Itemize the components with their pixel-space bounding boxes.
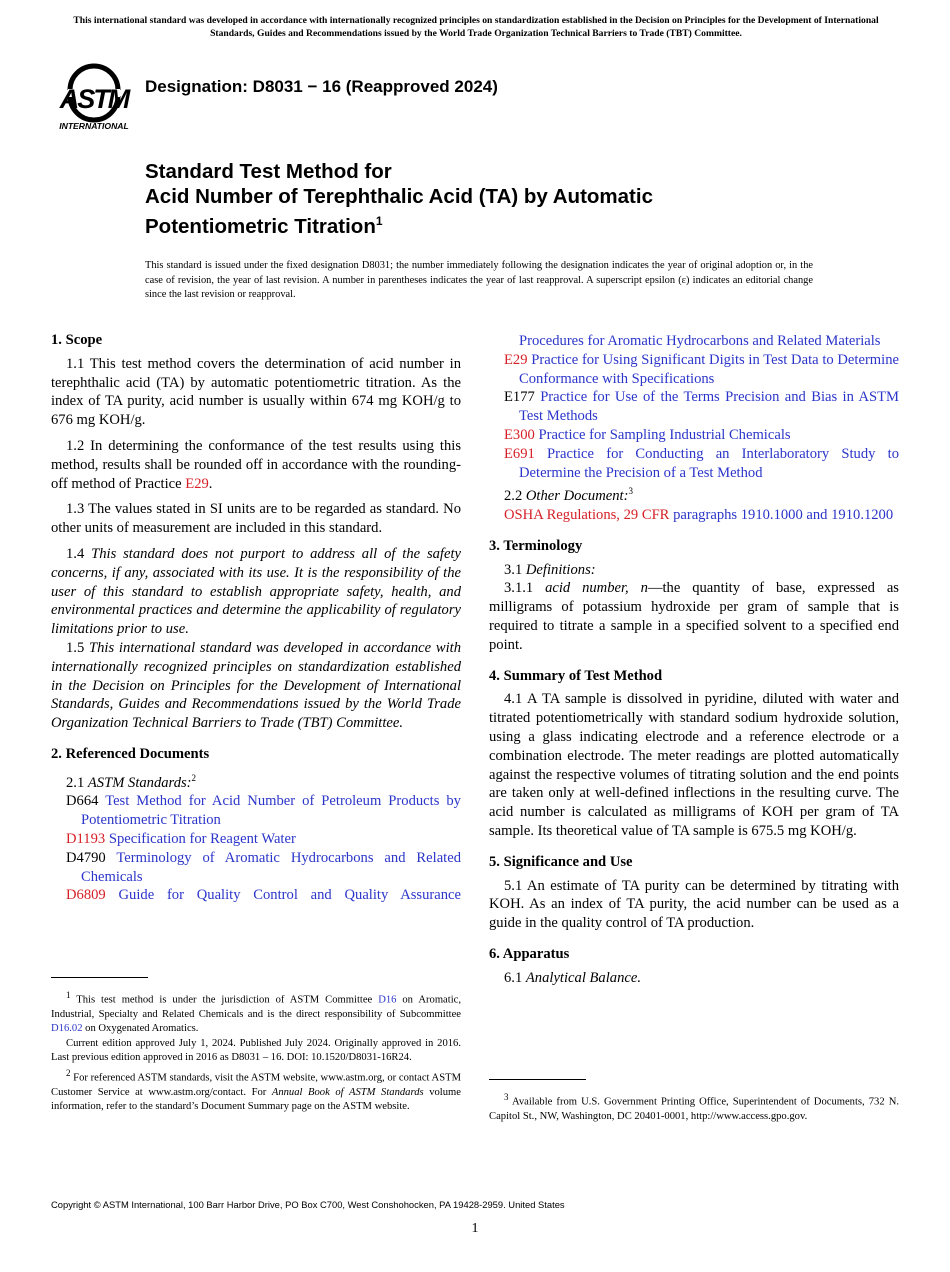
reference-link[interactable]: Practice for Use of the Terms Precision and Bias in ASTM Test Methods bbox=[519, 389, 899, 425]
top-notice: This international standard was developed in accordance with internationally recognized principles on standardization established in the Decision on Principles for the Development of International Standards, Guides and Recommendations issued by the World Trade Organization Technical Barriers to Trade (TBT) Committee. bbox=[73, 15, 879, 39]
reference-d664: D664 Test Method for Acid Number of Petroleum Products by Potentiometric Titration bbox=[66, 793, 461, 829]
link-d16-02[interactable]: D16.02 bbox=[51, 1023, 83, 1035]
title-line-2: Acid Number of Terephthalic Acid (TA) by Automatic bbox=[145, 185, 653, 208]
section-heading-summary: 4. Summary of Test Method bbox=[489, 667, 663, 684]
astm-logo bbox=[54, 56, 134, 132]
page-number: 1 bbox=[471, 1221, 479, 1236]
right-column bbox=[489, 332, 899, 988]
reference-osha: OSHA Regulations, 29 CFR paragraphs 1910.1000 and 1910.1200 bbox=[504, 507, 894, 524]
subheading-other-document: 2.2 Other Document:$^3$ bbox=[504, 486, 633, 505]
reference-link[interactable]: Practice for Using Significant Digits in Test Data to Determine Conformance with Specifications bbox=[519, 351, 899, 387]
paragraph-1-1: 1.1 This test method covers the determination of acid number in terephthalic acid (TA) by automatic potentiometric titration. As the index of TA purity, acid number is usually within 674 mg KOH/g to 676 mg KOH/g. bbox=[51, 355, 461, 429]
definition-acid-number: 3.1.1 acid number, n—the quantity of base, expressed as milligrams of potassium hydroxide per gram of sample that is required to titrate a sample in a specified solvent to a specified end point. bbox=[489, 580, 899, 653]
paragraph-1-5: 1.5 This international standard was developed in accordance with internationally recognized principles on standardization established in the Decision on Principles for the Development of International Standards, Guides and Recommendations issued by the World Trade Organization Technical Barriers to Trade (TBT) Committee. bbox=[51, 639, 462, 732]
paragraph-1-4: 1.4 This standard does not purport to address all of the safety concerns, if any, associated with its use. It is the responsibility of the user of this standard to establish appropriate safety, health, and environmental practices and determine the applicability of regulatory limitations prior to use. bbox=[51, 545, 461, 638]
paragraph-1-2: 1.2 In determining the conformance of the test results using this method, results shall be rounded off in accordance with the rounding-off method of Practice E29. bbox=[51, 437, 461, 492]
footnote-divider-right bbox=[489, 1079, 586, 1080]
reference-link[interactable]: Terminology of Aromatic Hydrocarbons and Related Chemicals bbox=[81, 849, 461, 885]
footnote-divider-left bbox=[51, 977, 148, 978]
reference-link[interactable]: Guide for Quality Control and Quality Assurance bbox=[118, 887, 462, 904]
svg-text:INTERNATIONAL: INTERNATIONAL bbox=[59, 121, 129, 131]
reference-link[interactable]: Specification for Reagent Water bbox=[108, 830, 296, 847]
footnote-3: $^3$ Available from U.S. Government Printing Office, Superintendent of Documents, 732 N. Capitol St., NW, Washington, DC 20401-0001, http://www.access.gpo.gov. bbox=[489, 1092, 899, 1122]
link-d16[interactable]: D16 bbox=[378, 994, 397, 1006]
footnotes-left bbox=[51, 988, 461, 1114]
paragraph-6-1: 6.1 Analytical Balance. bbox=[504, 969, 641, 986]
section-heading-significance: 5. Significance and Use bbox=[489, 853, 633, 870]
reference-e300: E300 Practice for Sampling Industrial Chemicals bbox=[504, 426, 791, 443]
footnote-2: $^2$ For referenced ASTM standards, visit the ASTM website, www.astm.org, or contact ASTM Customer Service at www.astm.org/contact. For Annual Book of ASTM Standards volume information, refer to the standard’s Document Summary page on the ASTM website. bbox=[51, 1067, 461, 1112]
subheading-definitions: 3.1 Definitions: bbox=[504, 561, 596, 578]
footnote-1: $^1$ This test method is under the jurisdiction of ASTM Committee D16 on Aromatic, Industrial, Specialty and Related Chemicals and is the direct responsibility of Subcommittee D16.02 on Oxygenated Aromatics. bbox=[51, 990, 461, 1035]
reference-e691: E691 Practice for Conducting an Interlaboratory Study to Determine the Precision of a Test Method bbox=[504, 445, 899, 481]
link-osha[interactable]: OSHA Regulations, 29 CFR bbox=[504, 507, 670, 524]
document-title bbox=[145, 159, 865, 239]
section-heading-referenced-documents: 2. Referenced Documents bbox=[51, 745, 210, 762]
reference-link[interactable]: Practice for Conducting an Interlaboratory Study to Determine the Precision of a Test Method bbox=[519, 445, 899, 481]
title-line-3: Potentiometric Titration$^1$ bbox=[145, 214, 383, 238]
reference-d4790: D4790 Terminology of Aromatic Hydrocarbons and Related Chemicals bbox=[66, 849, 461, 885]
section-heading-terminology: 3. Terminology bbox=[489, 537, 583, 554]
designation: Designation: D8031 − 16 (Reapproved 2024) bbox=[145, 77, 498, 96]
footnotes-right bbox=[489, 1090, 899, 1124]
reference-d1193: D1193 Specification for Reagent Water bbox=[66, 830, 296, 847]
reference-e177: E177 Practice for Use of the Terms Precision and Bias in ASTM Test Methods bbox=[504, 389, 899, 425]
link-e29[interactable]: E29 bbox=[185, 475, 209, 492]
title-line-1: Standard Test Method for bbox=[145, 160, 392, 183]
paragraph-4-1: 4.1 A TA sample is dissolved in pyridine, diluted with water and titrated potentiometrically with standard sodium hydroxide solution, using a glass indicating electrode and a reference electrode or a combination electrode. The meter readings are plotted automatically against the respective volumes of titrating solution and the end points are taken only at well-defined inflections in the resulting curve. The acid number is calculated as milligrams of KOH per gram of TA sample. Its theoretical value of TA sample is 675.5 mg KOH/g. bbox=[489, 691, 899, 839]
section-heading-scope: 1. Scope bbox=[51, 332, 103, 348]
reference-link[interactable]: Practice for Sampling Industrial Chemicals bbox=[538, 426, 791, 443]
paragraph-5-1: 5.1 An estimate of TA purity can be determined by titrating with KOH. As an index of TA purity, the acid number can be used as a guide in the quality control of TA production. bbox=[489, 877, 899, 932]
reference-d6809-continued bbox=[489, 332, 899, 351]
reference-d6809: D6809 Guide for Quality Control and Quality Assurance bbox=[66, 887, 462, 904]
title-footnote-mark[interactable]: 1 bbox=[375, 214, 383, 228]
svg-text:ASTM: ASTM bbox=[59, 84, 129, 114]
left-column bbox=[51, 331, 461, 905]
footnote-1-edition: Current edition approved July 1, 2024. Published July 2024. Originally approved in 2016. Last previous edition approved in 2016 as D8031 – 16. DOI: 10.1520/D8031-16R24. bbox=[51, 1037, 461, 1064]
section-heading-apparatus: 6. Apparatus bbox=[489, 945, 570, 962]
subheading-astm-standards: 2.1 ASTM Standards:$^2$ bbox=[66, 772, 197, 791]
paragraph-1-3: 1.3 The values stated in SI units are to be regarded as standard. No other units of measurement are included in this standard. bbox=[51, 501, 461, 537]
reference-e29: E29 Practice for Using Significant Digits in Test Data to Determine Conformance with Specifications bbox=[504, 351, 899, 387]
preamble: This standard is issued under the fixed designation D8031; the number immediately following the designation indicates the year of original adoption or, in the case of revision, the year of last revision. A number in parentheses indicates the year of last reapproval. A superscript epsilon (ε) indicates an editorial change since the last revision or reapproval. bbox=[145, 260, 813, 300]
reference-link[interactable]: Procedures for Aromatic Hydrocarbons and Related Materials bbox=[519, 333, 881, 349]
copyright: Copyright © ASTM International, 100 Barr Harbor Drive, PO Box C700, West Conshohocken, PA 19428-2959. United States bbox=[51, 1199, 565, 1210]
reference-link[interactable]: Test Method for Acid Number of Petroleum Products by Potentiometric Titration bbox=[81, 793, 461, 829]
